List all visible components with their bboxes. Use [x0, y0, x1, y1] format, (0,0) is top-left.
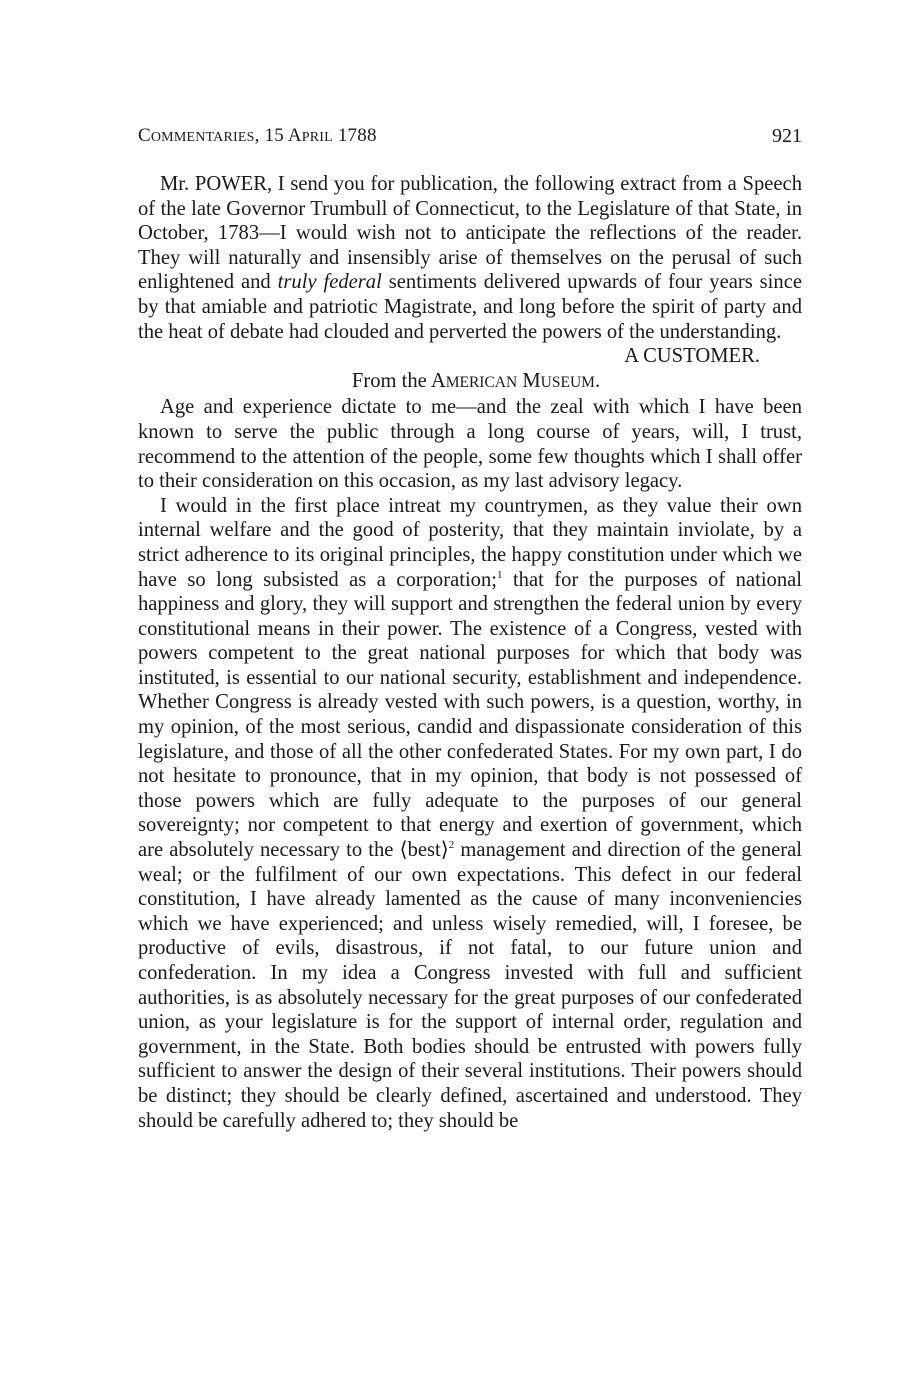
intro-paragraph: Mr. POWER, I send you for publication, the following extract from a Speech of the late Governor Trumbull of Connecticut, to the Legislature of that State, in October, 1783—I would wish not to anticipate the reflections of the reader. They will naturally and insensibly arise of themselves on the perusal of such enlightened and truly federal sentiments delivered upwards of four years since by that amiable and patriotic Magistrate, and long before the spirit of party and the heat of debate had clouded and perverted the powers of the understanding.	[138, 173, 802, 343]
page-number: 921	[772, 125, 802, 147]
running-head-title: COMMENTARIES, 15 APRIL 1788	[138, 125, 377, 146]
source-line: From the AMERICAN MUSEUM.	[351, 369, 601, 392]
paragraph-1: Age and experience dictate to me—and the zeal with which I have been known to serve the public through a long course of years, will, I trust, recommend to the attention of the people, some few thoughts which I shall offer to their consideration on this occasion, as my last advisory legacy.	[138, 396, 802, 493]
paragraph-2: I would in the first place intreat my countrymen, as they value their own internal welfare and the good of posterity, that they maintain inviolate, by a strict adherence to its original principles, the happy constitution under which we have so long subsisted as a corporation;$^1$ that for the purposes of national happiness and glory, they will support and strengthen the federal union by every constitutional means in their power. The existence of a Congress, vested with powers competent to the great national purposes for which that body was instituted, is essential to our national security, establishment and independence. Whether Congress is already vested with such powers, is a question, worthy, in my opinion, of the most serious, candid and dispassionate consideration of this legislature, and those of all the other confederated States. For my own part, I do not hesitate to pronounce, that in my opinion, that body is not possessed of those powers which are fully adequate to the purposes of our general sovereignty; nor competent to that energy and exertion of government, which are absolutely necessary to the ⟨best⟩$^2$ management and direction of the general weal; or the fulfilment of our own expectations. This defect in our federal constitution, I have already lamented as the cause of many inconveniencies which we have experienced; and unless wisely remedied, will, I foresee, be productive of evils, disastrous, if not fatal, to our future union and confederation. In my idea a Congress invested with full and sufficient authorities, is as absolutely necessary for the great purposes of our confederated union, as your legislature is for the support of internal order, regulation and government, in the State. Both bodies should be entrusted with powers fully sufficient to answer the design of their several institutions. Their powers should be distinct; they should be clearly defined, ascertained and understood. They should be carefully adhered to; they should be	[138, 494, 802, 1132]
italic-phrase: truly federal	[277, 271, 382, 294]
footnote-ref-1: 1	[497, 568, 503, 581]
footnote-ref-2: 2	[448, 839, 455, 852]
signature: A CUSTOMER.	[624, 345, 760, 368]
body-text	[138, 172, 802, 1133]
